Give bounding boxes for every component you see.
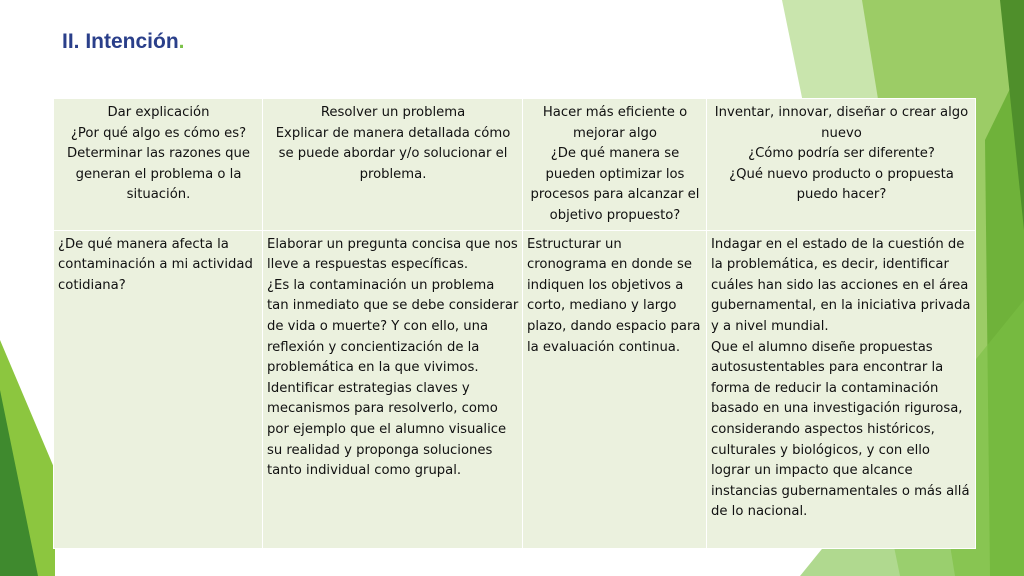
page-title <box>62 30 185 54</box>
cell-question: ¿De qué manera afecta la contaminación a mi actividad cotidiana? <box>54 230 263 548</box>
table-row <box>54 230 976 548</box>
cell-schedule: Estructurar un cronograma en donde se indiquen los objetivos a corto, mediano y largo plazo, dando espacio para la evaluación continua. <box>523 230 707 548</box>
table-header-row <box>54 99 976 231</box>
title-period: . <box>178 30 185 53</box>
title-text: II. Intención <box>62 30 179 53</box>
header-cell-explain: Dar explicación ¿Por qué algo es cómo es? Determinar las razones que generan el problema o la situación. <box>54 99 263 231</box>
header-cell-improve: Hacer más eficiente o mejorar algo ¿De qué manera se pueden optimizar los procesos para alcanzar el objetivo propuesto? <box>523 99 707 231</box>
intention-table <box>53 98 976 549</box>
cell-research-proposals: Indagar en el estado de la cuestión de la problemática, es decir, identificar cuáles han sido las acciones en el área gubernamental, en la iniciativa privada y a nivel mundial. Que el alumno diseñe propuestas autosustentables para encontrar la forma de reducir la contaminación basado en una investigación rigurosa, considerando aspectos históricos, culturales y biológicos, y con ello lograr un impacto que alcance instancias gubernamentales o más allá de lo nacional. <box>707 230 976 548</box>
cell-problem-strategy: Elaborar un pregunta concisa que nos lleve a respuestas específicas. ¿Es la contaminación un problema tan inmediato que se debe considerar de vida o muerte? Y con ello, una reflexión y concientización de la problemática en la que vivimos. Identificar estrategias claves y mecanismos para resolverlo, como por ejemplo que el alumno visualice su realidad y proponga soluciones tanto individual como grupal. <box>263 230 523 548</box>
header-cell-innovate: Inventar, innovar, diseñar o crear algo nuevo ¿Cómo podría ser diferente? ¿Qué nuevo producto o propuesta puedo hacer? <box>707 99 976 231</box>
header-cell-solve: Resolver un problema Explicar de manera detallada cómo se puede abordar y/o solucionar el problema. <box>263 99 523 231</box>
